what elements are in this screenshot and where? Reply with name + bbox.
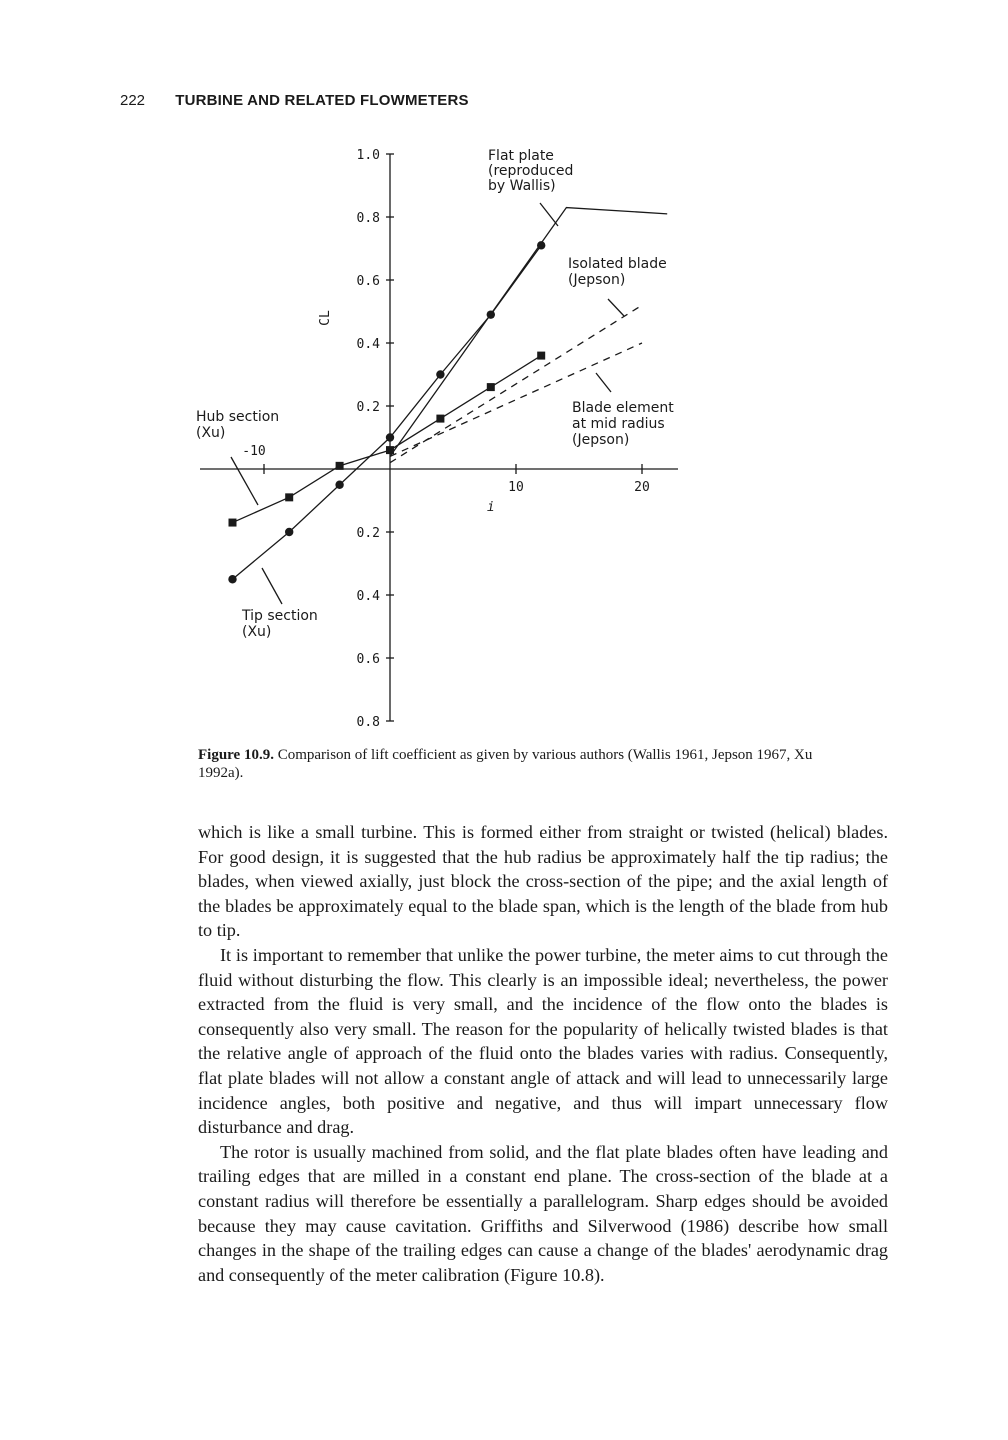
x-axis-label: i [486,500,495,515]
y-tick-label: 0.4 [356,589,380,604]
annotation-blade-element: (Jepson) [572,432,630,448]
annotation-isolated-blade: (Jepson) [568,272,626,288]
x-tick-label: 20 [634,480,650,495]
data-point-square [487,383,495,391]
paragraph: It is important to remember that unlike the power turbine, the meter aims to cut through the fluid without disturbing the flow. This clearly is an impossible ideal; nevertheless, the power extracted from the fluid is very small, and the incidence of the flow onto the blades is consequently also very small. The reason for the popularity of helically twisted blades is that the relative angle of approach of the fluid onto the blades varies with radius. Consequently, flat plate blades will not allow a constant angle of attack and will lead to unnecessarily large incidence angles, both positive and negative, and thus will impart unnecessary flow disturbance and drag. [198,944,888,1138]
annotation-flat-plate: Flat plate [488,148,554,164]
y-axis-label: CL [318,310,333,326]
data-point-circle [386,433,394,441]
annotation-blade-element: Blade element [572,400,674,416]
y-tick-label: 0.8 [356,211,380,226]
data-point-circle [537,241,545,249]
data-point-circle [436,370,444,378]
y-tick-label: 0.2 [356,526,380,541]
leader-line-flat-plate [540,203,558,226]
data-point-square [285,493,293,501]
annotation-flat-plate: by Wallis) [488,178,556,194]
paragraph: which is like a small turbine. This is formed either from straight or twisted (helical) blades. For good design, it is suggested that the hub radius be approximately half the tip radius; the blades, when viewed axially, just block the cross-section of the pipe; and the axial length of the blades be approximately equal to the blade span, which is the length of the blade from hub to tip. [198,822,888,941]
paragraph: The rotor is usually machined from solid, and the flat plate blades often have leading and trailing edges that are milled in a constant end plane. The cross-section of the blade at a constant radius will therefore be essentially a parallelogram. Sharp edges should be avoided because they may cause cavitation. Griffiths and Silverwood (1986) describe how small changes in the shape of the trailing edges can cause a change of the blades' aerodynamic drag and consequently of the meter calibration (Figure 10.8). [198,1141,888,1285]
caption-text: Comparison of lift coefficient as given by various authors (Wallis 1961, Jepson 1967, Xu 1992a). [198,747,813,781]
page-number: 222 [120,92,146,109]
annotation-tip-section: (Xu) [242,624,272,640]
data-point-circle [285,528,293,536]
annotation-hub-section: (Xu) [196,425,226,441]
y-tick-label: 0.2 [356,400,380,415]
data-point-square [229,519,237,527]
data-point-circle [228,575,236,583]
annotation-tip-section: Tip section [242,608,318,624]
data-point-circle [335,481,343,489]
x-tick-label: 10 [508,480,524,495]
data-point-circle [487,310,495,318]
annotation-blade-element: at mid radius [572,416,665,432]
data-point-square [336,462,344,470]
data-point-square [386,446,394,454]
annotation-hub-section: Hub section [196,409,280,425]
y-tick-label: 0.4 [356,337,380,352]
x-tick-label: -10 [242,444,266,459]
y-tick-label: 0.6 [356,274,380,289]
leader-line-tip-section [262,568,282,604]
y-tick-label: 1.0 [356,148,380,163]
body-text [198,820,888,1287]
chart-annotations [196,148,674,640]
figure-caption [198,746,818,782]
annotation-isolated-blade: Isolated blade [568,256,667,272]
data-point-square [436,415,444,423]
leader-line-isolated-blade [608,299,624,316]
y-tick-label: 0.6 [356,652,380,667]
caption-label: Figure 10.9. [198,747,274,763]
annotation-flat-plate: (reproduced [488,163,574,179]
data-point-square [537,352,545,360]
y-tick-label: 0.8 [356,715,380,730]
leader-line-hub-section [231,457,258,505]
leader-line-blade-element [596,373,611,392]
running-head-title: TURBINE AND RELATED FLOWMETERS [175,92,469,109]
